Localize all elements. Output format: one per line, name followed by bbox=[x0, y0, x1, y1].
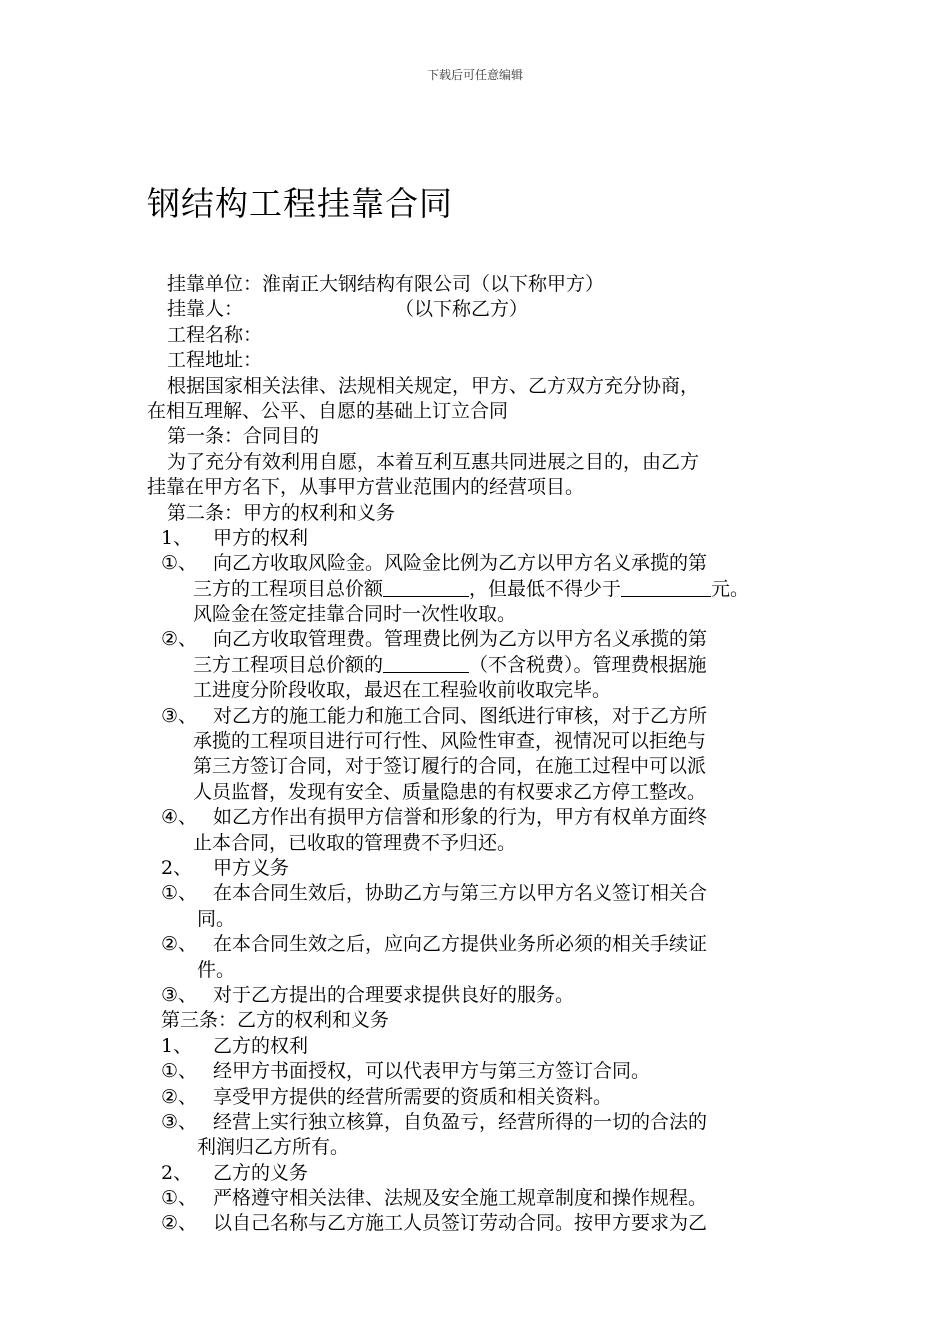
clause-number: ①、 bbox=[161, 1060, 198, 1083]
clause-2-2-1-cont: 同。 bbox=[197, 907, 236, 930]
clause-number: ③、 bbox=[161, 1110, 198, 1133]
clause-2-1-2-cont bbox=[147, 653, 837, 678]
clause-2-1-3 bbox=[147, 704, 837, 729]
clause-2-1-3-cont-2: 第三方签订合同，对于签订履行的合同，在施工过程中可以派 bbox=[193, 755, 707, 778]
clause-2-1-4-cont: 止本合同，已收取的管理费不予归还。 bbox=[193, 831, 517, 854]
clause-text: 严格遵守相关法律、法规及安全施工规章制度和操作规程。 bbox=[213, 1187, 708, 1210]
article-1-heading: 第一条：合同目的 bbox=[167, 425, 320, 448]
clause-2-1-1 bbox=[147, 551, 837, 576]
clause-text: 向乙方收取管理费。管理费比例为乙方以甲方名义承揽的第 bbox=[213, 628, 708, 651]
clause-2-1-3-cont-1: 承揽的工程项目进行可行性、风险性审查，视情况可以拒绝与 bbox=[193, 730, 707, 753]
clause-number: ②、 bbox=[161, 1212, 198, 1235]
clause-3-2-1 bbox=[147, 1186, 837, 1211]
clause-text: 元。 bbox=[711, 577, 750, 600]
section-number: 1、 bbox=[161, 526, 193, 549]
party-b-line bbox=[147, 297, 837, 322]
article-1-text-2: 挂靠在甲方名下，从事甲方营业范围内的经营项目。 bbox=[147, 476, 585, 499]
clause-text: 享受甲方提供的经营所需要的资质和相关资料。 bbox=[213, 1085, 613, 1108]
section-number: 1、 bbox=[161, 1034, 193, 1057]
clause-text: 经甲方书面授权，可以代表甲方与第三方签订合同。 bbox=[213, 1060, 651, 1083]
clause-2-2-1 bbox=[147, 881, 837, 906]
section-2-1-heading bbox=[147, 526, 837, 551]
project-address-line: 工程地址： bbox=[167, 349, 263, 372]
clause-2-2-2 bbox=[147, 932, 837, 957]
clause-number: ③、 bbox=[161, 983, 198, 1006]
clause-number: ②、 bbox=[161, 933, 198, 956]
party-a-line: 挂靠单位：淮南正大钢结构有限公司（以下称甲方） bbox=[167, 273, 605, 295]
clause-2-2-2-cont: 件。 bbox=[197, 958, 236, 981]
clause-number: ①、 bbox=[161, 1187, 198, 1210]
clause-text: 在本合同生效之后，应向乙方提供业务所必须的相关手续证 bbox=[213, 933, 708, 956]
clause-text: 经营上实行独立核算，自负盈亏，经营所得的一切的合法的 bbox=[213, 1110, 708, 1133]
section-title: 乙方的权利 bbox=[213, 1034, 309, 1057]
clause-text: 对于乙方提出的合理要求提供良好的服务。 bbox=[213, 983, 575, 1006]
clause-3-1-1 bbox=[147, 1059, 837, 1084]
clause-text: 以自己名称与乙方施工人员签订劳动合同。按甲方要求为乙 bbox=[213, 1212, 708, 1235]
clause-2-1-1-end: 风险金在签定挂靠合同时一次性收取。 bbox=[193, 603, 517, 626]
party-b-note: （以下称乙方） bbox=[395, 298, 529, 321]
clause-2-1-3-cont-3: 人员监督，发现有安全、质量隐患的有权要求乙方停工整改。 bbox=[193, 780, 707, 803]
section-title: 甲方义务 bbox=[213, 856, 290, 879]
clause-2-1-4 bbox=[147, 805, 837, 830]
article-1-text-1: 为了充分有效利用自愿，本着互利互惠共同进展之目的，由乙方 bbox=[167, 450, 700, 473]
clause-text: 三方工程项目总价额的 bbox=[193, 653, 384, 676]
clause-3-1-3-cont: 利润归乙方所有。 bbox=[197, 1136, 350, 1159]
section-3-2-heading bbox=[147, 1161, 837, 1186]
preamble-line-1: 根据国家相关法律、法规相关规定，甲方、乙方双方充分协商， bbox=[167, 374, 700, 397]
blank-management-fee bbox=[383, 654, 469, 673]
blank-total-price bbox=[383, 578, 469, 597]
clause-text: ，但最低不得少于 bbox=[469, 577, 622, 600]
contract-body bbox=[147, 272, 837, 1237]
section-number: 2、 bbox=[161, 1161, 193, 1184]
section-number: 2、 bbox=[161, 856, 193, 879]
clause-3-1-2 bbox=[147, 1085, 837, 1110]
blank-minimum-amount bbox=[621, 578, 711, 597]
clause-text: 三方的工程项目总价额 bbox=[193, 577, 384, 600]
clause-2-1-2-end: 工进度分阶段收取，最迟在工程验收前收取完毕。 bbox=[193, 679, 612, 702]
project-name-line: 工程名称： bbox=[167, 323, 263, 346]
clause-number: ①、 bbox=[161, 552, 198, 575]
clause-text: 在本合同生效后，协助乙方与第三方以甲方名义签订相关合 bbox=[213, 882, 708, 905]
clause-number: ④、 bbox=[161, 806, 198, 829]
section-title: 甲方的权利 bbox=[213, 526, 309, 549]
clause-2-2-3 bbox=[147, 983, 837, 1008]
clause-2-1-1-cont bbox=[147, 577, 837, 602]
clause-number: ②、 bbox=[161, 628, 198, 651]
clause-number: ①、 bbox=[161, 882, 198, 905]
clause-number: ③、 bbox=[161, 704, 198, 727]
clause-text: （不含税费）。管理费根据施 bbox=[469, 653, 707, 676]
clause-2-1-2 bbox=[147, 627, 837, 652]
page-header-note: 下载后可任意编辑 bbox=[426, 68, 523, 82]
section-2-2-heading bbox=[147, 856, 837, 881]
article-3-heading: 第三条：乙方的权利和义务 bbox=[161, 1009, 390, 1032]
clause-text: 对乙方的施工能力和施工合同、图纸进行审核，对于乙方所 bbox=[213, 704, 708, 727]
clause-text: 如乙方作出有损甲方信誉和形象的行为，甲方有权单方面终 bbox=[213, 806, 708, 829]
clause-number: ②、 bbox=[161, 1085, 198, 1108]
preamble-line-2: 在相互理解、公平、自愿的基础上订立合同 bbox=[147, 399, 509, 422]
article-2-heading: 第二条：甲方的权利和义务 bbox=[167, 501, 396, 524]
document-title: 钢结构工程挂靠合同 bbox=[147, 184, 453, 223]
clause-3-1-3 bbox=[147, 1110, 837, 1135]
clause-text: 向乙方收取风险金。风险金比例为乙方以甲方名义承揽的第 bbox=[213, 552, 708, 575]
party-b-label: 挂靠人： bbox=[167, 298, 244, 321]
section-3-1-heading bbox=[147, 1034, 837, 1059]
section-title: 乙方的义务 bbox=[213, 1161, 309, 1184]
clause-3-2-2 bbox=[147, 1211, 837, 1236]
